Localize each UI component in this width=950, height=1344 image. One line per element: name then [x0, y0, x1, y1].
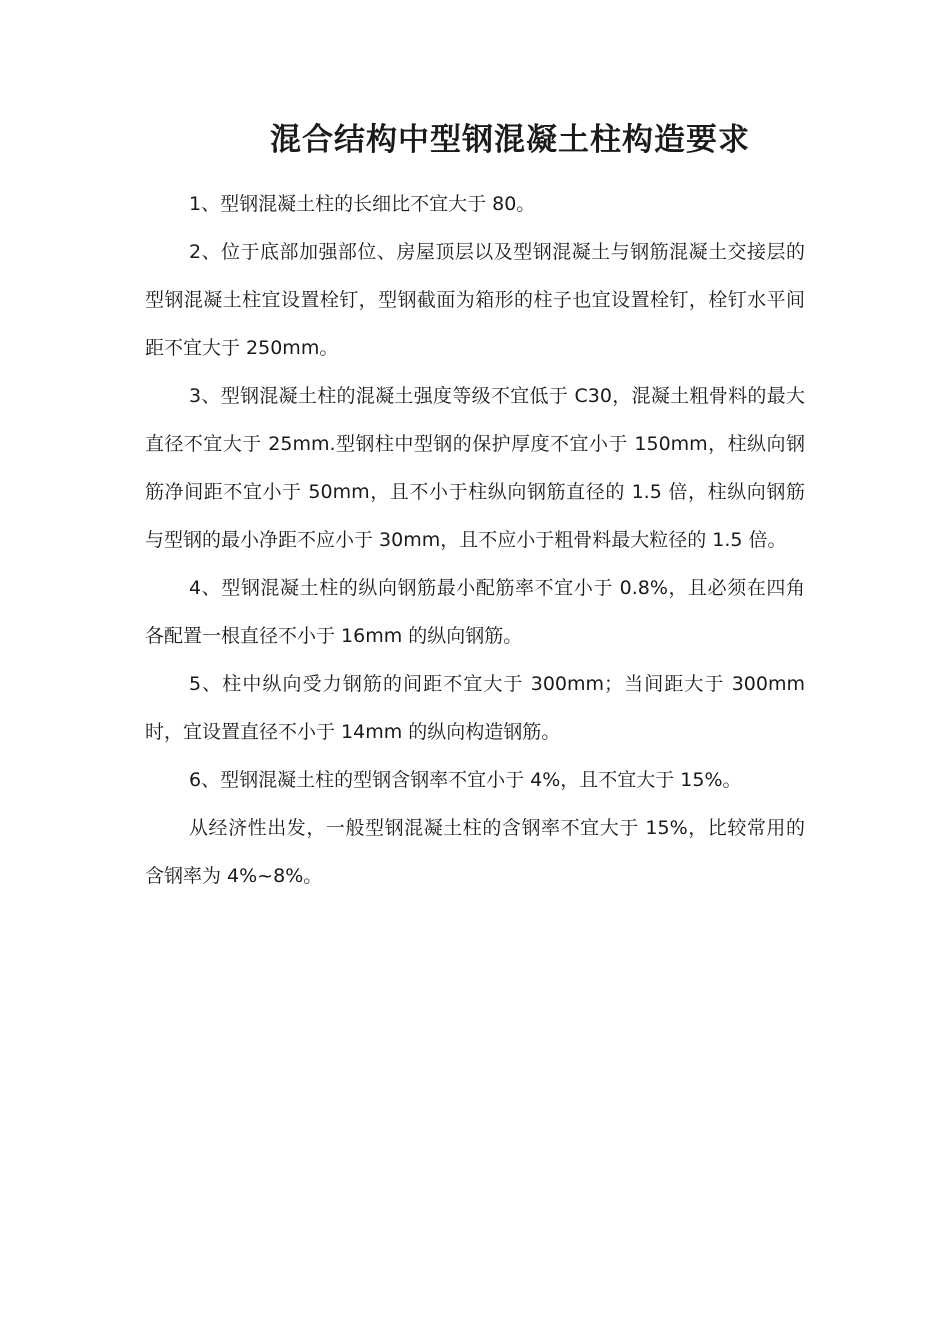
paragraph-2: 2、位于底部加强部位、房屋顶层以及型钢混凝土与钢筋混凝土交接层的型钢混凝土柱宜设置栓钉，型钢截面为箱形的柱子也宜设置栓钉，栓钉水平间距不宜大于 250mm。: [145, 241, 805, 359]
paragraph-1: 1、型钢混凝土柱的长细比不宜大于 80。: [189, 193, 536, 215]
paragraph-4: 4、型钢混凝土柱的纵向钢筋最小配筋率不宜小于 0.8%，且必须在四角各配置一根直径不小于 16mm 的纵向钢筋。: [145, 577, 805, 647]
paragraph-7: 从经济性出发，一般型钢混凝土柱的含钢率不宜大于 15%，比较常用的含钢率为 4%~8%。: [145, 817, 805, 887]
paragraph-3: 3、型钢混凝土柱的混凝土强度等级不宜低于 C30，混凝土粗骨料的最大直径不宜大于 25mm.型钢柱中型钢的保护厚度不宜小于 150mm，柱纵向钢筋净间距不宜小于 50mm，且不小于柱纵向钢筋直径的 1.5 倍，柱纵向钢筋与型钢的最小净距不应小于 30mm，且不应小于粗骨料最大粒径的 1.5 倍。: [145, 385, 805, 551]
paragraph-5: 5、柱中纵向受力钢筋的间距不宜大于 300mm；当间距大于 300mm 时，宜设置直径不小于 14mm 的纵向构造钢筋。: [145, 673, 805, 743]
document-body: [145, 180, 805, 900]
document-title: 混合结构中型钢混凝土柱构造要求: [270, 122, 750, 158]
paragraph-6: 6、型钢混凝土柱的型钢含钢率不宜小于 4%，且不宜大于 15%。: [189, 769, 742, 791]
